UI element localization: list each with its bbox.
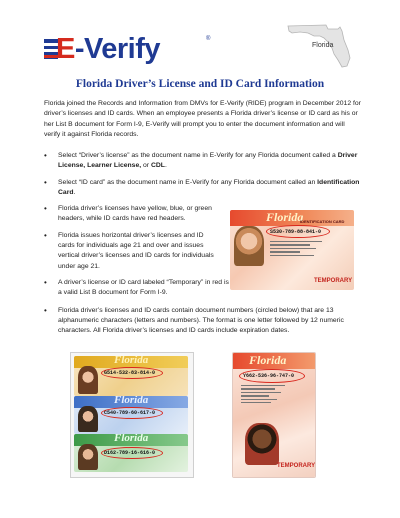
page-title: Florida Driver’s License and ID Card Information	[75, 78, 325, 90]
vertical-license-card: Florida Y662-536-96-747-0 TEMPORARY	[232, 352, 316, 478]
document-number-circle	[101, 367, 163, 379]
license-card-a: Florida G514-532-83-814-0	[74, 356, 188, 396]
bullet-icon: •	[44, 204, 47, 213]
card-text-lines	[241, 385, 285, 405]
portrait-photo	[78, 444, 98, 470]
id-card-sample: Florida IDENTIFICATION CARD S530-789-88-841-0 TEMPORARY	[230, 210, 354, 290]
bullet-icon: •	[44, 306, 47, 315]
intro-paragraph: Florida joined the Records and Information from DMVs for E-Verify (RIDE) program in December 2012 for driver’s licenses and ID cards. When an employee presents a Florida driver’s license or ID card as his or her List B document for Form I-9, E-Verify will prompt you to enter the document information and will verify it against Florida records.	[44, 100, 361, 139]
document-number-circle	[239, 369, 305, 383]
document-number-circle	[266, 225, 330, 238]
list-item: • Florida driver’s licenses and ID cards contain document numbers (circled below) that are 13 alphanumeric characters (letters and numbers). The format is one letter followed by 12 numeric characters. All Florida driver’s licenses and ID cards include expiration dates.	[44, 306, 344, 335]
registered-mark: ®	[206, 36, 211, 42]
list-item: • Select “Driver’s license” as the document name in E-Verify for any Florida document called a Driver License, Learner License, or CDL.	[44, 151, 358, 170]
portrait-photo	[234, 226, 264, 266]
license-card-b: Florida C540-789-60-617-0	[74, 396, 188, 434]
list-item: • A driver’s license or ID card labeled “Temporary” in red is a valid List B document for Form I-9.	[44, 278, 229, 297]
bullet-icon: •	[44, 178, 47, 187]
bullet-icon: •	[44, 278, 47, 287]
state-label: Florida	[312, 42, 334, 49]
everify-logo	[44, 33, 211, 65]
card-text-lines	[270, 241, 322, 258]
document-number-circle	[101, 407, 163, 419]
portrait-photo	[245, 423, 279, 465]
license-card-c: Florida D162-789-16-616-0	[74, 434, 188, 472]
list-item: • Florida issues horizontal driver’s licenses and ID cards for individuals age 21 and over and issues vertical driver’s licenses and ID cards for individuals under age 21.	[44, 231, 214, 270]
portrait-photo	[78, 366, 98, 394]
logo-wordmark: E-Verify	[56, 33, 161, 65]
list-item: • Florida driver’s licenses have yellow, blue, or green headers, while ID cards have red headers.	[44, 204, 212, 223]
list-item: • Select “ID card” as the document name in E-Verify for any Florida document called an Identification Card.	[44, 178, 360, 197]
bullet-icon: •	[44, 151, 47, 160]
document-number-circle	[101, 447, 163, 459]
portrait-photo	[78, 406, 98, 432]
bullet-icon: •	[44, 231, 47, 240]
